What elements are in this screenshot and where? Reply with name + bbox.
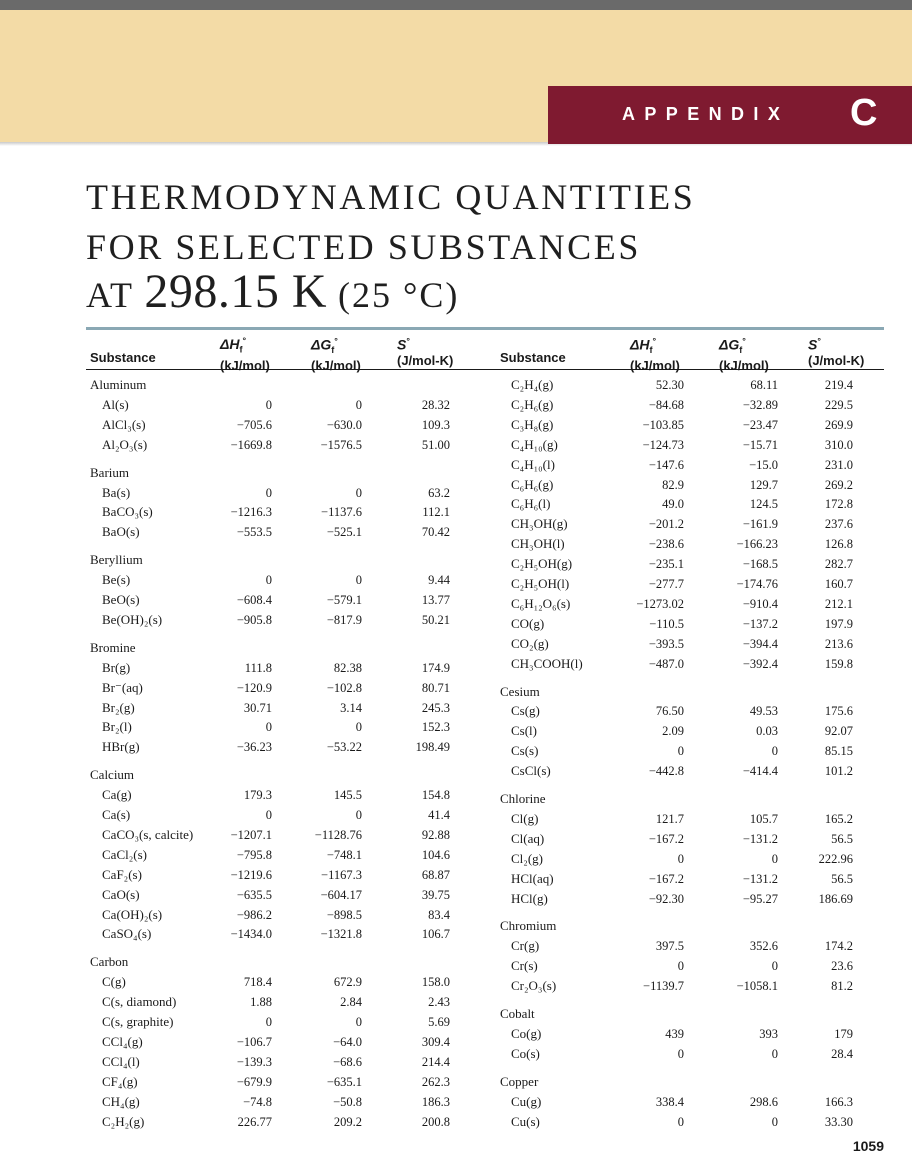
gibbs-value: 124.5 xyxy=(749,497,778,512)
substance-name: CaCl₂(s) xyxy=(102,846,147,862)
gibbs-value: −1058.1 xyxy=(736,979,778,994)
gibbs-value: −131.2 xyxy=(742,831,778,846)
entropy-value: 160.7 xyxy=(824,577,853,591)
substance-name: Cs(g) xyxy=(511,703,540,719)
enthalpy-value: 49.0 xyxy=(662,497,684,512)
entropy-value: 309.4 xyxy=(421,1034,450,1049)
enthalpy-value: −147.6 xyxy=(648,457,684,472)
header-h-right: $\Delta H_f^\circ$ (kJ/mol) xyxy=(630,336,680,373)
entropy-value: 9.44 xyxy=(428,573,450,588)
substance-name: BaCO₃(s) xyxy=(102,504,153,520)
gibbs-value: 3.14 xyxy=(340,700,362,715)
entropy-value: 172.8 xyxy=(824,497,853,512)
substance-name: Cl(aq) xyxy=(511,830,545,846)
gibbs-value: 0 xyxy=(355,808,362,822)
enthalpy-value: −92.30 xyxy=(648,891,684,906)
enthalpy-value: 338.4 xyxy=(655,1094,684,1109)
entropy-value: 68.87 xyxy=(421,867,450,882)
entropy-value: 23.6 xyxy=(831,959,853,974)
substance-name: BaO(s) xyxy=(102,524,140,540)
enthalpy-value: −1434.0 xyxy=(230,927,272,942)
gibbs-value: −1128.76 xyxy=(314,827,362,842)
group-heading: Copper xyxy=(500,1073,539,1089)
gibbs-value: −817.9 xyxy=(326,612,362,627)
substance-name: Cl(g) xyxy=(511,810,539,826)
entropy-value: 41.4 xyxy=(428,808,450,822)
enthalpy-value: 0 xyxy=(677,1114,684,1129)
substance-name: Cu(s) xyxy=(511,1113,540,1129)
enthalpy-value: −124.73 xyxy=(642,437,684,452)
group-heading: Aluminum xyxy=(90,377,147,392)
gibbs-value: −630.0 xyxy=(326,417,362,432)
substance-name: Cr(g) xyxy=(511,938,540,954)
substance-name: C₆H₆(l) xyxy=(511,496,551,512)
title-line-1: THERMODYNAMIC QUANTITIES xyxy=(86,177,696,217)
substance-name: HBr(g) xyxy=(102,739,140,755)
gibbs-value: −161.9 xyxy=(742,517,778,532)
enthalpy-value: −103.85 xyxy=(642,417,684,432)
entropy-value: 50.21 xyxy=(421,612,450,627)
substance-name: C₂H₅OH(l) xyxy=(511,576,570,591)
enthalpy-value: −139.3 xyxy=(236,1054,272,1069)
substance-name: CaSO₄(s) xyxy=(102,926,152,942)
substance-name: Cs(l) xyxy=(511,723,537,739)
enthalpy-value: 0 xyxy=(265,397,272,412)
substance-name: C(s, diamond) xyxy=(102,994,177,1010)
gibbs-value: 68.11 xyxy=(750,378,778,392)
entropy-value: 159.8 xyxy=(824,656,853,671)
entropy-value: 92.07 xyxy=(824,724,853,739)
gibbs-value: −910.4 xyxy=(742,596,778,611)
gibbs-value: 0 xyxy=(355,485,362,500)
substance-name: HCl(aq) xyxy=(511,870,554,886)
substance-name: CaO(s) xyxy=(102,886,140,902)
gibbs-value: 0 xyxy=(355,397,362,412)
gibbs-value: 49.53 xyxy=(749,704,778,719)
gibbs-value: −50.8 xyxy=(333,1094,362,1109)
substance-name: Cs(s) xyxy=(511,743,539,759)
entropy-value: 213.6 xyxy=(824,636,853,651)
substance-name: CsCl(s) xyxy=(511,763,551,779)
group-heading: Beryllium xyxy=(90,552,143,568)
gibbs-value: −174.76 xyxy=(736,577,778,591)
entropy-value: 56.5 xyxy=(831,871,853,886)
top-strip xyxy=(0,0,912,10)
substance-name: C₂H₄(g) xyxy=(511,377,554,392)
entropy-value: 166.3 xyxy=(824,1094,853,1109)
gibbs-value: 352.6 xyxy=(749,939,778,954)
entropy-value: 28.4 xyxy=(831,1046,853,1061)
entropy-value: 13.77 xyxy=(421,593,450,607)
gibbs-value: −579.1 xyxy=(326,593,362,607)
gibbs-value: −1167.3 xyxy=(321,867,362,882)
entropy-value: 237.6 xyxy=(824,517,853,532)
entropy-value: 126.8 xyxy=(824,537,853,552)
entropy-value: 186.3 xyxy=(421,1094,450,1109)
enthalpy-value: −679.9 xyxy=(236,1074,272,1089)
substance-name: CH₃OH(l) xyxy=(511,536,565,552)
gibbs-value: −32.89 xyxy=(742,397,778,412)
header-s-right: S° (J/mol-K) xyxy=(808,336,865,369)
gibbs-value: 0 xyxy=(771,744,778,759)
substance-name: C₂H₂(g) xyxy=(102,1113,145,1129)
gibbs-value: 298.6 xyxy=(749,1094,778,1109)
substance-name: CO(g) xyxy=(511,615,545,631)
entropy-value: 83.4 xyxy=(428,907,450,922)
substance-name: C₃H₈(g) xyxy=(511,416,554,432)
entropy-value: 269.2 xyxy=(824,477,853,492)
substance-name: C(g) xyxy=(102,974,126,990)
entropy-value: 81.2 xyxy=(831,979,853,994)
enthalpy-value: 0 xyxy=(677,851,684,866)
enthalpy-value: 226.77 xyxy=(237,1114,272,1129)
gibbs-value: 672.9 xyxy=(333,975,362,990)
enthalpy-value: 439 xyxy=(665,1026,684,1041)
entropy-value: 51.00 xyxy=(421,437,450,452)
enthalpy-value: −106.7 xyxy=(236,1034,272,1049)
entropy-value: 262.3 xyxy=(421,1074,450,1089)
gibbs-value: 393 xyxy=(759,1026,778,1041)
gibbs-value: −898.5 xyxy=(326,907,362,922)
substance-name: CaF₂(s) xyxy=(102,866,142,882)
enthalpy-value: −487.0 xyxy=(648,656,684,671)
group-heading: Bromine xyxy=(90,639,136,655)
entropy-value: 200.8 xyxy=(421,1114,450,1129)
entropy-value: 214.4 xyxy=(421,1054,450,1069)
entropy-value: 229.5 xyxy=(824,397,853,412)
enthalpy-value: −167.2 xyxy=(648,831,684,846)
substance-name: CCl₄(l) xyxy=(102,1053,140,1069)
gibbs-value: −604.17 xyxy=(320,887,362,902)
gibbs-value: −23.47 xyxy=(742,417,778,432)
substance-name: C₆H₁₂O₆(s) xyxy=(511,595,571,611)
substance-name: HCl(g) xyxy=(511,890,548,906)
header-g-right: $\Delta G_f^\circ$ (kJ/mol) xyxy=(719,336,769,373)
entropy-value: 165.2 xyxy=(824,811,853,826)
entropy-value: 106.7 xyxy=(421,927,450,942)
substance-name: CCl₄(g) xyxy=(102,1033,143,1049)
enthalpy-value: −1216.3 xyxy=(230,505,272,520)
enthalpy-value: 179.3 xyxy=(243,788,272,803)
header-s-left: S° (J/mol-K) xyxy=(397,336,454,369)
appendix-letter: C xyxy=(850,92,878,134)
substance-name: Co(g) xyxy=(511,1025,542,1041)
gibbs-value: 0.03 xyxy=(756,724,778,739)
group-heading: Barium xyxy=(90,464,129,480)
gibbs-value: −392.4 xyxy=(742,656,778,671)
entropy-value: 28.32 xyxy=(421,397,450,412)
entropy-value: 186.69 xyxy=(818,891,853,906)
enthalpy-value: −235.1 xyxy=(648,557,684,572)
gibbs-value: −748.1 xyxy=(326,847,362,862)
entropy-value: 80.71 xyxy=(421,680,450,695)
substance-name: CaCO₃(s, calcite) xyxy=(102,826,194,842)
gibbs-value: 82.38 xyxy=(333,660,362,675)
entropy-value: 174.9 xyxy=(421,660,450,675)
entropy-value: 39.75 xyxy=(421,887,450,902)
entropy-value: 282.7 xyxy=(824,557,853,572)
enthalpy-value: −74.8 xyxy=(243,1094,272,1109)
substance-name: Br⁻(aq) xyxy=(102,679,143,695)
entropy-value: 152.3 xyxy=(421,720,450,735)
entropy-value: 101.2 xyxy=(824,764,853,779)
enthalpy-value: −795.8 xyxy=(236,847,272,862)
gibbs-value: −1137.6 xyxy=(321,505,362,520)
entropy-value: 310.0 xyxy=(824,437,853,452)
enthalpy-value: −393.5 xyxy=(648,636,684,651)
enthalpy-value: 2.09 xyxy=(662,724,684,739)
substance-name: Ca(s) xyxy=(102,807,131,822)
entropy-value: 109.3 xyxy=(421,417,450,432)
enthalpy-value: −553.5 xyxy=(236,525,272,540)
substance-name: CH₃OH(g) xyxy=(511,516,568,532)
page-number: 1059 xyxy=(852,1138,884,1154)
substance-name: Co(s) xyxy=(511,1045,540,1061)
substance-name: Al₂O₃(s) xyxy=(102,436,148,452)
substance-name: Cu(g) xyxy=(511,1093,542,1109)
enthalpy-value: −1219.6 xyxy=(230,867,272,882)
substance-name: Ca(g) xyxy=(102,787,132,803)
substance-name: Cr₂O₃(s) xyxy=(511,978,557,994)
entropy-value: 245.3 xyxy=(421,700,450,715)
group-heading: Calcium xyxy=(90,767,135,783)
gibbs-value: 0 xyxy=(355,573,362,588)
gibbs-value: −64.0 xyxy=(333,1034,362,1049)
enthalpy-value: 76.50 xyxy=(655,704,684,719)
gibbs-value: 0 xyxy=(771,851,778,866)
gibbs-value: −1321.8 xyxy=(320,927,362,942)
entropy-value: 198.49 xyxy=(415,740,450,755)
enthalpy-value: −1669.8 xyxy=(230,437,272,452)
substance-name: Ca(OH)₂(s) xyxy=(102,906,163,922)
substance-name: C₆H₆(g) xyxy=(511,476,554,492)
group-heading: Chromium xyxy=(500,918,557,934)
gibbs-value: −168.5 xyxy=(742,557,778,572)
gibbs-value: −53.22 xyxy=(326,740,362,755)
title-line-2: FOR SELECTED SUBSTANCES xyxy=(86,227,641,267)
group-heading: Chlorine xyxy=(500,791,546,806)
enthalpy-value: −84.68 xyxy=(648,397,684,412)
enthalpy-value: 82.9 xyxy=(662,477,684,492)
entropy-value: 63.2 xyxy=(428,485,450,500)
group-heading: Carbon xyxy=(90,954,129,970)
gibbs-value: −102.8 xyxy=(326,680,362,695)
gibbs-value: 0 xyxy=(355,720,362,735)
enthalpy-value: 0 xyxy=(677,959,684,974)
header-substance-left: Substance xyxy=(90,350,156,365)
enthalpy-value: −238.6 xyxy=(648,537,684,552)
substance-name: Br₂(l) xyxy=(102,719,132,735)
enthalpy-value: −442.8 xyxy=(648,764,684,779)
enthalpy-value: −110.5 xyxy=(649,616,684,631)
entropy-value: 92.88 xyxy=(421,827,450,842)
entropy-value: 269.9 xyxy=(824,417,853,432)
substance-name: Cl₂(g) xyxy=(511,850,543,866)
entropy-value: 5.69 xyxy=(428,1015,450,1029)
gibbs-value: 0 xyxy=(771,959,778,974)
gibbs-value: 2.84 xyxy=(340,995,362,1010)
substance-name: Be(OH)₂(s) xyxy=(102,611,163,627)
substance-name: C₄H₁₀(g) xyxy=(511,436,558,452)
entropy-value: 219.4 xyxy=(824,378,853,392)
enthalpy-value: −1273.02 xyxy=(636,596,684,611)
substance-name: BeO(s) xyxy=(102,592,140,607)
substance-name: Be(s) xyxy=(102,572,131,588)
title-temperature: 298.15 K xyxy=(144,265,328,318)
enthalpy-value: −36.23 xyxy=(236,740,272,755)
entropy-value: 112.1 xyxy=(422,505,450,520)
gibbs-value: −137.2 xyxy=(742,616,778,631)
gibbs-value: −95.27 xyxy=(742,891,778,906)
gibbs-value: 129.7 xyxy=(749,477,778,492)
substance-name: Cr(s) xyxy=(511,958,538,974)
title-suffix: (25 °C) xyxy=(327,275,460,315)
enthalpy-value: −635.5 xyxy=(236,887,272,902)
entropy-value: 212.1 xyxy=(824,596,853,611)
entropy-value: 197.9 xyxy=(824,616,853,631)
entropy-value: 158.0 xyxy=(421,975,450,990)
enthalpy-value: 0 xyxy=(265,1015,272,1029)
gibbs-value: 145.5 xyxy=(333,788,362,803)
substance-name: C₄H₁₀(l) xyxy=(511,456,555,472)
substance-name: AlCl₃(s) xyxy=(102,416,146,432)
gibbs-value: −131.2 xyxy=(742,871,778,886)
entropy-value: 56.5 xyxy=(831,831,853,846)
group-heading: Cobalt xyxy=(500,1006,535,1021)
enthalpy-value: 0 xyxy=(677,1046,684,1061)
header-h-left: $\Delta H_f^\circ$ (kJ/mol) xyxy=(220,336,270,373)
entropy-value: 175.6 xyxy=(824,704,853,719)
gibbs-value: −15.71 xyxy=(742,437,778,452)
substance-name: CH₃COOH(l) xyxy=(511,655,583,671)
enthalpy-value: −608.4 xyxy=(236,593,272,607)
enthalpy-value: −201.2 xyxy=(648,517,684,532)
gibbs-value: −166.23 xyxy=(736,537,778,552)
enthalpy-value: 111.8 xyxy=(244,660,272,675)
gibbs-value: −414.4 xyxy=(742,764,778,779)
gibbs-value: −15.0 xyxy=(749,457,778,472)
title-prefix: AT xyxy=(86,275,145,315)
entropy-value: 33.30 xyxy=(824,1114,853,1129)
enthalpy-value: −277.7 xyxy=(648,577,684,591)
enthalpy-value: 121.7 xyxy=(655,811,684,826)
appendix-label: APPENDIX xyxy=(622,104,790,124)
table-top-rule xyxy=(86,327,884,330)
enthalpy-value: −1207.1 xyxy=(230,827,272,842)
gibbs-value: −68.6 xyxy=(333,1054,362,1069)
group-heading: Cesium xyxy=(500,683,540,699)
enthalpy-value: −986.2 xyxy=(236,907,272,922)
enthalpy-value: 397.5 xyxy=(655,939,684,954)
substance-name: Al(s) xyxy=(102,396,129,412)
substance-name: Br₂(g) xyxy=(102,699,135,715)
enthalpy-value: 0 xyxy=(265,720,272,735)
substance-name: C₂H₆(g) xyxy=(511,396,554,412)
substance-name: Ba(s) xyxy=(102,484,131,500)
enthalpy-value: 30.71 xyxy=(243,700,272,715)
entropy-value: 179 xyxy=(834,1026,853,1041)
substance-name: C₂H₅OH(g) xyxy=(511,556,573,572)
entropy-value: 231.0 xyxy=(824,457,853,472)
enthalpy-value: 718.4 xyxy=(243,975,272,990)
gibbs-value: −394.4 xyxy=(742,636,778,651)
entropy-value: 2.43 xyxy=(428,995,450,1010)
gibbs-value: 209.2 xyxy=(333,1114,362,1129)
substance-name: Br(g) xyxy=(102,659,131,675)
title-line-3 xyxy=(86,264,459,319)
entropy-value: 104.6 xyxy=(421,847,450,862)
enthalpy-value: −120.9 xyxy=(236,680,272,695)
gibbs-value: −1576.5 xyxy=(320,437,362,452)
entropy-value: 174.2 xyxy=(824,939,853,954)
gibbs-value: 0 xyxy=(355,1015,362,1029)
enthalpy-value: −705.6 xyxy=(236,417,272,432)
entropy-value: 70.42 xyxy=(421,525,450,540)
enthalpy-value: −167.2 xyxy=(648,871,684,886)
enthalpy-value: 0 xyxy=(265,485,272,500)
enthalpy-value: −1139.7 xyxy=(643,979,684,994)
substance-name: CH₄(g) xyxy=(102,1093,140,1109)
substance-name: CF₄(g) xyxy=(102,1073,138,1089)
substance-name: C(s, graphite) xyxy=(102,1014,174,1029)
enthalpy-value: 52.30 xyxy=(655,378,684,392)
gibbs-value: −525.1 xyxy=(326,525,362,540)
header-substance-right: Substance xyxy=(500,350,566,365)
gibbs-value: 0 xyxy=(771,1046,778,1061)
header-g-left: $\Delta G_f^\circ$ (kJ/mol) xyxy=(311,336,361,373)
enthalpy-value: 1.88 xyxy=(250,995,272,1010)
enthalpy-value: 0 xyxy=(265,573,272,588)
entropy-value: 154.8 xyxy=(421,788,450,803)
enthalpy-value: 0 xyxy=(265,808,272,822)
enthalpy-value: −905.8 xyxy=(236,612,272,627)
gibbs-value: 0 xyxy=(771,1114,778,1129)
enthalpy-value: 0 xyxy=(677,744,684,759)
entropy-value: 85.15 xyxy=(824,744,853,759)
substance-name: CO₂(g) xyxy=(511,635,549,651)
entropy-value: 222.96 xyxy=(818,851,853,866)
gibbs-value: 105.7 xyxy=(749,811,778,826)
gibbs-value: −635.1 xyxy=(326,1074,362,1089)
